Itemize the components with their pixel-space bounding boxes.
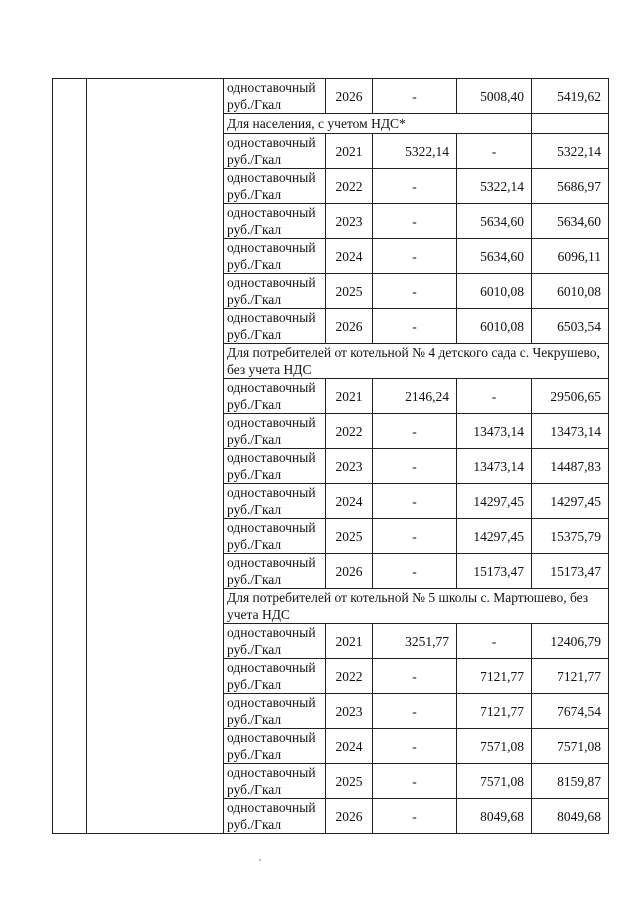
- value-cell-v3: 15375,79: [532, 519, 609, 554]
- value-cell-v3: 7121,77: [532, 659, 609, 694]
- empty-name-cell: [87, 799, 224, 834]
- value-cell-v2: 5008,40: [457, 79, 532, 114]
- tariff-type-line: одноставочный: [227, 800, 316, 815]
- tariff-type-cell: [224, 729, 326, 764]
- year-cell: 2023: [326, 204, 373, 239]
- value-cell-v1: -: [373, 239, 457, 274]
- value-cell-v1: -: [373, 274, 457, 309]
- tariff-unit-line: руб./Гкал: [227, 257, 282, 272]
- empty-number-cell: [53, 134, 87, 169]
- year-cell: 2023: [326, 449, 373, 484]
- tariff-type-cell: [224, 624, 326, 659]
- value-cell-v3: 8049,68: [532, 799, 609, 834]
- empty-name-cell: [87, 729, 224, 764]
- tariff-row: [53, 414, 609, 449]
- empty-name-cell: [87, 79, 224, 114]
- value-cell-v1: -: [373, 554, 457, 589]
- tariff-row: [53, 624, 609, 659]
- value-cell-v2: 13473,14: [457, 449, 532, 484]
- empty-name-cell: [87, 114, 224, 134]
- value-cell-v1: -: [373, 204, 457, 239]
- empty-name-cell: [87, 239, 224, 274]
- value-cell-v3: 6096,11: [532, 239, 609, 274]
- value-cell-v2: 13473,14: [457, 414, 532, 449]
- year-cell: 2022: [326, 169, 373, 204]
- year-cell: 2026: [326, 79, 373, 114]
- value-cell-v1: -: [373, 694, 457, 729]
- tariff-type-cell: [224, 274, 326, 309]
- empty-name-cell: [87, 379, 224, 414]
- value-cell-v2: 14297,45: [457, 519, 532, 554]
- tariff-type-cell: [224, 134, 326, 169]
- value-cell-v3: 15173,47: [532, 554, 609, 589]
- value-cell-v3: 5419,62: [532, 79, 609, 114]
- empty-number-cell: [53, 449, 87, 484]
- value-cell-v2: -: [457, 134, 532, 169]
- empty-number-cell: [53, 204, 87, 239]
- year-cell: 2022: [326, 659, 373, 694]
- year-cell: 2024: [326, 239, 373, 274]
- value-cell-v1: -: [373, 799, 457, 834]
- value-cell-v3: 29506,65: [532, 379, 609, 414]
- value-cell-v1: 3251,77: [373, 624, 457, 659]
- tariff-unit-line: руб./Гкал: [227, 187, 282, 202]
- value-cell-v2: -: [457, 379, 532, 414]
- section-header-row: [53, 589, 609, 624]
- tariff-type-line: одноставочный: [227, 275, 316, 290]
- year-cell: 2025: [326, 519, 373, 554]
- empty-number-cell: [53, 729, 87, 764]
- tariff-row: [53, 484, 609, 519]
- tariff-unit-line: руб./Гкал: [227, 97, 282, 112]
- tariff-row: [53, 274, 609, 309]
- empty-name-cell: [87, 554, 224, 589]
- tariff-type-line: одноставочный: [227, 240, 316, 255]
- tariff-type-cell: [224, 309, 326, 344]
- tariff-type-cell: [224, 799, 326, 834]
- value-cell-v3: 6010,08: [532, 274, 609, 309]
- section-header-text: Для потребителей от котельной № 5 школы с. Мартюшево, без учета НДС: [224, 589, 609, 624]
- year-cell: 2024: [326, 484, 373, 519]
- empty-number-cell: [53, 589, 87, 624]
- tariff-type-cell: [224, 519, 326, 554]
- empty-number-cell: [53, 799, 87, 834]
- value-cell-v2: 6010,08: [457, 274, 532, 309]
- tariff-row: [53, 694, 609, 729]
- empty-cell: [532, 114, 609, 134]
- tariff-type-line: одноставочный: [227, 695, 316, 710]
- tariff-row: [53, 449, 609, 484]
- value-cell-v1: -: [373, 414, 457, 449]
- tariff-unit-line: руб./Гкал: [227, 747, 282, 762]
- value-cell-v2: 6010,08: [457, 309, 532, 344]
- tariff-row: [53, 519, 609, 554]
- value-cell-v3: 5634,60: [532, 204, 609, 239]
- empty-name-cell: [87, 659, 224, 694]
- value-cell-v2: 5634,60: [457, 239, 532, 274]
- empty-number-cell: [53, 79, 87, 114]
- tariff-row: [53, 169, 609, 204]
- value-cell-v2: -: [457, 624, 532, 659]
- tariff-row: [53, 309, 609, 344]
- tariff-type-line: одноставочный: [227, 80, 316, 95]
- tariff-unit-line: руб./Гкал: [227, 642, 282, 657]
- tariff-type-cell: [224, 204, 326, 239]
- year-cell: 2021: [326, 134, 373, 169]
- tariff-type-line: одноставочный: [227, 765, 316, 780]
- tariff-type-line: одноставочный: [227, 730, 316, 745]
- tariff-table: [52, 78, 609, 834]
- tariff-unit-line: руб./Гкал: [227, 712, 282, 727]
- section-header-row: [53, 114, 609, 134]
- value-cell-v3: 7674,54: [532, 694, 609, 729]
- empty-name-cell: [87, 484, 224, 519]
- value-cell-v3: 5322,14: [532, 134, 609, 169]
- empty-name-cell: [87, 274, 224, 309]
- tariff-type-line: одноставочный: [227, 555, 316, 570]
- tariff-type-line: одноставочный: [227, 625, 316, 640]
- tariff-row: [53, 799, 609, 834]
- empty-number-cell: [53, 239, 87, 274]
- value-cell-v3: 14487,83: [532, 449, 609, 484]
- value-cell-v1: -: [373, 519, 457, 554]
- tariff-unit-line: руб./Гкал: [227, 537, 282, 552]
- scan-speck: [259, 859, 261, 861]
- tariff-type-cell: [224, 659, 326, 694]
- value-cell-v2: 5322,14: [457, 169, 532, 204]
- value-cell-v2: 14297,45: [457, 484, 532, 519]
- section-header-text: Для потребителей от котельной № 4 детского сада с. Чекрушево, без учета НДС: [224, 344, 609, 379]
- tariff-type-line: одноставочный: [227, 310, 316, 325]
- empty-name-cell: [87, 344, 224, 379]
- value-cell-v1: 2146,24: [373, 379, 457, 414]
- empty-name-cell: [87, 764, 224, 799]
- tariff-type-cell: [224, 484, 326, 519]
- empty-name-cell: [87, 624, 224, 659]
- value-cell-v1: -: [373, 449, 457, 484]
- empty-number-cell: [53, 274, 87, 309]
- tariff-type-line: одноставочный: [227, 485, 316, 500]
- value-cell-v3: 5686,97: [532, 169, 609, 204]
- value-cell-v2: 7571,08: [457, 729, 532, 764]
- tariff-type-cell: [224, 414, 326, 449]
- tariff-unit-line: руб./Гкал: [227, 782, 282, 797]
- tariff-row: [53, 379, 609, 414]
- tariff-type-cell: [224, 169, 326, 204]
- empty-name-cell: [87, 449, 224, 484]
- tariff-row: [53, 79, 609, 114]
- value-cell-v1: -: [373, 169, 457, 204]
- value-cell-v3: 6503,54: [532, 309, 609, 344]
- value-cell-v2: 5634,60: [457, 204, 532, 239]
- tariff-row: [53, 554, 609, 589]
- empty-name-cell: [87, 694, 224, 729]
- year-cell: 2026: [326, 554, 373, 589]
- value-cell-v3: 14297,45: [532, 484, 609, 519]
- year-cell: 2021: [326, 379, 373, 414]
- tariff-unit-line: руб./Гкал: [227, 677, 282, 692]
- tariff-type-cell: [224, 554, 326, 589]
- value-cell-v2: 7121,77: [457, 694, 532, 729]
- empty-number-cell: [53, 624, 87, 659]
- tariff-row: [53, 764, 609, 799]
- year-cell: 2025: [326, 274, 373, 309]
- empty-name-cell: [87, 589, 224, 624]
- empty-name-cell: [87, 169, 224, 204]
- tariff-table-body: [53, 79, 609, 834]
- tariff-type-cell: [224, 79, 326, 114]
- tariff-type-line: одноставочный: [227, 450, 316, 465]
- empty-number-cell: [53, 554, 87, 589]
- empty-name-cell: [87, 309, 224, 344]
- tariff-type-cell: [224, 379, 326, 414]
- empty-name-cell: [87, 134, 224, 169]
- value-cell-v1: -: [373, 309, 457, 344]
- value-cell-v2: 15173,47: [457, 554, 532, 589]
- value-cell-v3: 12406,79: [532, 624, 609, 659]
- year-cell: 2026: [326, 799, 373, 834]
- value-cell-v1: -: [373, 484, 457, 519]
- empty-number-cell: [53, 764, 87, 799]
- tariff-unit-line: руб./Гкал: [227, 292, 282, 307]
- year-cell: 2022: [326, 414, 373, 449]
- value-cell-v1: -: [373, 79, 457, 114]
- value-cell-v3: 7571,08: [532, 729, 609, 764]
- empty-number-cell: [53, 309, 87, 344]
- tariff-row: [53, 659, 609, 694]
- tariff-type-line: одноставочный: [227, 170, 316, 185]
- tariff-unit-line: руб./Гкал: [227, 467, 282, 482]
- tariff-type-cell: [224, 694, 326, 729]
- year-cell: 2023: [326, 694, 373, 729]
- tariff-type-line: одноставочный: [227, 660, 316, 675]
- tariff-type-cell: [224, 449, 326, 484]
- empty-name-cell: [87, 519, 224, 554]
- tariff-type-line: одноставочный: [227, 415, 316, 430]
- value-cell-v1: -: [373, 764, 457, 799]
- tariff-type-line: одноставочный: [227, 135, 316, 150]
- empty-number-cell: [53, 114, 87, 134]
- year-cell: 2021: [326, 624, 373, 659]
- section-header-row: [53, 344, 609, 379]
- tariff-unit-line: руб./Гкал: [227, 432, 282, 447]
- empty-number-cell: [53, 344, 87, 379]
- value-cell-v2: 8049,68: [457, 799, 532, 834]
- value-cell-v1: -: [373, 659, 457, 694]
- tariff-unit-line: руб./Гкал: [227, 817, 282, 832]
- value-cell-v2: 7121,77: [457, 659, 532, 694]
- tariff-row: [53, 134, 609, 169]
- tariff-type-cell: [224, 764, 326, 799]
- empty-number-cell: [53, 484, 87, 519]
- tariff-unit-line: руб./Гкал: [227, 502, 282, 517]
- empty-number-cell: [53, 519, 87, 554]
- tariff-unit-line: руб./Гкал: [227, 152, 282, 167]
- empty-number-cell: [53, 169, 87, 204]
- tariff-row: [53, 204, 609, 239]
- value-cell-v2: 7571,08: [457, 764, 532, 799]
- tariff-row: [53, 239, 609, 274]
- value-cell-v3: 13473,14: [532, 414, 609, 449]
- year-cell: 2026: [326, 309, 373, 344]
- tariff-unit-line: руб./Гкал: [227, 222, 282, 237]
- tariff-unit-line: руб./Гкал: [227, 397, 282, 412]
- tariff-type-line: одноставочный: [227, 205, 316, 220]
- tariff-unit-line: руб./Гкал: [227, 572, 282, 587]
- year-cell: 2025: [326, 764, 373, 799]
- value-cell-v1: 5322,14: [373, 134, 457, 169]
- empty-number-cell: [53, 694, 87, 729]
- empty-name-cell: [87, 414, 224, 449]
- tariff-type-line: одноставочный: [227, 520, 316, 535]
- empty-name-cell: [87, 204, 224, 239]
- tariff-row: [53, 729, 609, 764]
- empty-number-cell: [53, 414, 87, 449]
- empty-number-cell: [53, 659, 87, 694]
- tariff-type-cell: [224, 239, 326, 274]
- value-cell-v3: 8159,87: [532, 764, 609, 799]
- year-cell: 2024: [326, 729, 373, 764]
- tariff-type-line: одноставочный: [227, 380, 316, 395]
- value-cell-v1: -: [373, 729, 457, 764]
- tariff-unit-line: руб./Гкал: [227, 327, 282, 342]
- empty-number-cell: [53, 379, 87, 414]
- section-header-text: Для населения, с учетом НДС*: [224, 114, 532, 134]
